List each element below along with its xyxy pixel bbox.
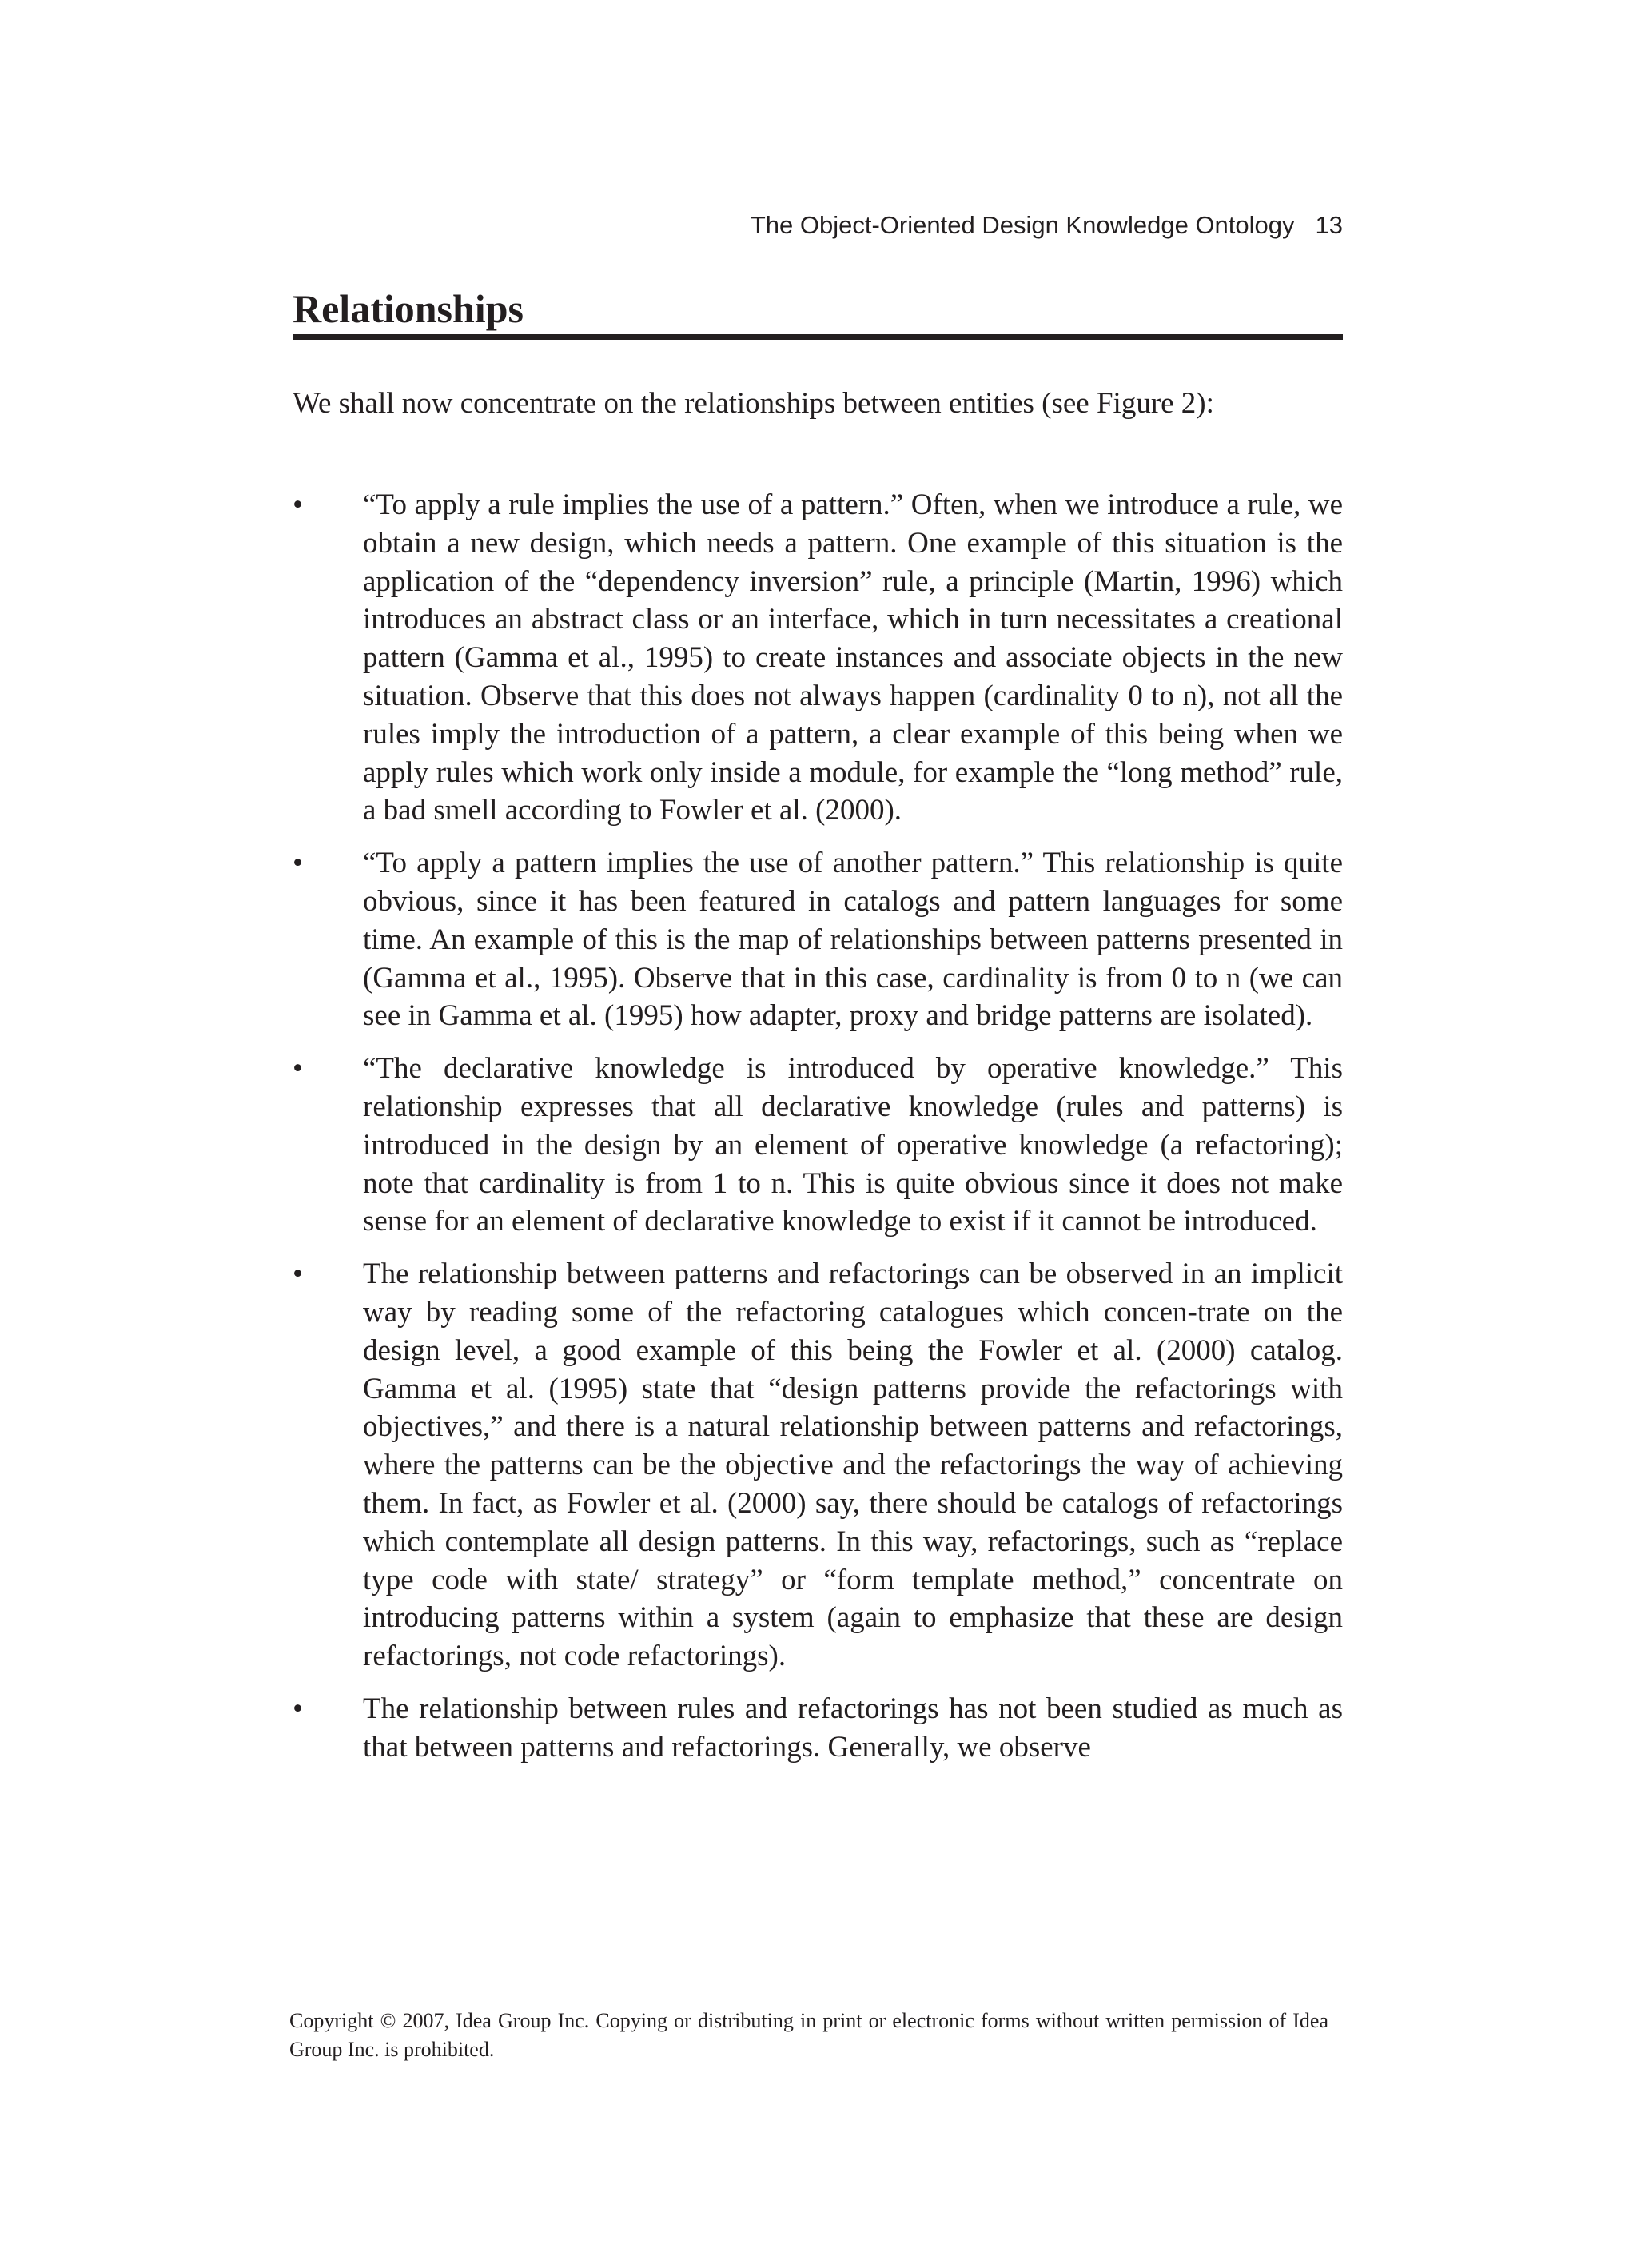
copyright-footer: Copyright © 2007, Idea Group Inc. Copying or distributing in print or electronic forms without written permission of Idea Group Inc. is prohibited.: [289, 2009, 1328, 2061]
list-item-text: “To apply a pattern implies the use of another pattern.” This relationship is quite obvious, since it has been featured in catalogs and pattern languages for some time. An example of this is the map of relationships between patterns presented in (Gamma et al., 1995). Observe that in this case, cardinality is from 0 to n (we can see in Gamma et al. (1995) how adapter, proxy and bridge patterns are isolated).: [363, 847, 1343, 1033]
list-item-text: The relationship between rules and refactorings has not been studied as much as that between patterns and refactorings. Generally, we observe: [363, 1692, 1343, 1764]
relationship-list: [293, 486, 1343, 1781]
list-item: [293, 1690, 1343, 1767]
list-item-text: The relationship between patterns and refactorings can be observed in an implicit way by reading some of the refactoring catalogues which concen-trate on the design level, a good example of this being the Fowler et al. (2000) catalog. Gamma et al. (1995) state that “design patterns provide the refactorings with objectives,” and there is a natural relationship between patterns and refactorings, where the patterns can be the objective and the refactorings the way of achieving them. In fact, as Fowler et al. (2000) say, there should be catalogs of refactorings which contemplate all design patterns. In this way, refactorings, such as “replace type code with state/ strategy” or “form template method,” concentrate on introducing patterns within a system (again to emphasize that these are design refactorings, not code refactorings).: [363, 1258, 1343, 1673]
running-head-title: The Object-Oriented Design Knowledge Ontology: [750, 211, 1295, 239]
bullet-icon: •: [293, 1052, 303, 1086]
section-heading: Relationships: [293, 286, 524, 331]
bullet-icon: •: [293, 1692, 303, 1725]
list-item: [293, 844, 1343, 1035]
bullet-icon: •: [293, 488, 303, 521]
list-item: [293, 486, 1343, 830]
bullet-icon: •: [293, 847, 303, 880]
list-item: [293, 1050, 1343, 1241]
running-head: [288, 209, 1343, 241]
list-item-text: “To apply a rule implies the use of a pattern.” Often, when we introduce a rule, we obtain a new design, which needs a pattern. One example of this situation is the application of the “dependency inversion” rule, a principle (Martin, 1996) which introduces an abstract class or an interface, which in turn necessitates a creational pattern (Gamma et al., 1995) to create instances and associate objects in the new situation. Observe that this does not always happen (cardinality 0 to n), not all the rules imply the introduction of a pattern, a clear example of this being when we apply rules which work only inside a module, for example the “long method” rule, a bad smell according to Fowler et al. (2000).: [363, 488, 1343, 827]
heading-rule: [293, 334, 1343, 340]
list-item-text: “The declarative knowledge is introduced by operative knowledge.” This relationship expresses that all declarative knowledge (rules and patterns) is introduced in the design by an element of operative knowledge (a refactoring); note that cardinality is from 1 to n. This is quite obvious since it does not make sense for an element of declarative knowledge to exist if it cannot be introduced.: [363, 1052, 1343, 1238]
page-number: 13: [1315, 211, 1343, 239]
intro-paragraph: We shall now concentrate on the relationships between entities (see Figure 2):: [293, 387, 1214, 420]
bullet-icon: •: [293, 1258, 303, 1291]
list-item: [293, 1255, 1343, 1676]
